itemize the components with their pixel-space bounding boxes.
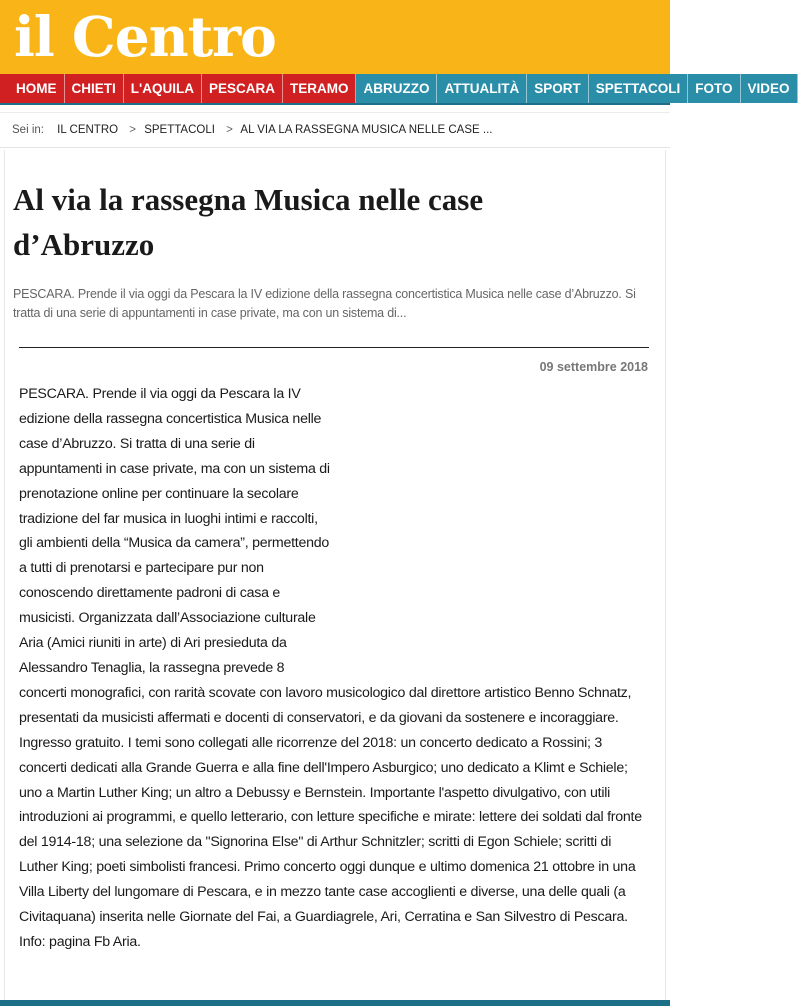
- article-title: Al via la rassegna Musica nelle case d’Abruzzo: [13, 182, 484, 262]
- nav-item-abruzzo[interactable]: ABRUZZO: [356, 74, 437, 103]
- divider: [19, 347, 649, 348]
- article-body-text: PESCARA. Prende il via oggi da Pescara la IV edizione della rassegna concertistica Musica nelle case d’Abruzzo. Si tratta di una serie di appuntamenti in case private, ma con un sistema di prenotazione online per continuare la secolare tradizione del far musica in luoghi intimi e raccolti, gli ambienti della “Musica da camera”, permettendo a tutti di prenotarsi e partecipare pur non conoscendo direttamente padroni di casa e musicisti. Organizzata dall’Associazione culturale Aria (Amici riuniti in arte) di Ari presieduta da Alessandro Tenaglia, la rassegna prevede 8 concerti monografici, con rarità scovate con lavoro musicologico dal direttore artistico Benno Schnatz, presentati da musicisti affermati e docenti di conservatori, e da giovani da sostenere e incoraggiare. Ingresso gratuito. I temi sono collegati alle ricorrenze del 2018: un concerto dedicato a Rossini; 3 concerti dedicati alla Grande Guerra e alla fine dell'Impero Asburgico; uno dedicato a Klimt e Schiele; uno a Martin Luther King; un altro a Debussy e Bernstein. Importante l'aspetto divulgativo, con utili introduzioni ai programmi, e quello letterario, con letture specifiche e mirate: lettere dei soldati dal fronte del 1914-18; una selezione da "Signorina Else" di Arthur Schnitzler; scritti di Egon Schiele; scritti di Luther King; poeti simbolisti francesi. Primo concerto oggi dunque e ultimo domenica 21 ottobre in una Villa Liberty del lungomare di Pescara, e in mezzo tante case accoglienti e diverse, una delle quali (a Civitaquana) inserita nelle Giornate del Fai, a Guardiagrele, Ari, Cerratina e San Silvestro di Pescara. Info: pagina Fb Aria.: [19, 386, 642, 950]
- nav-item-sport[interactable]: SPORT: [527, 74, 589, 103]
- breadcrumb: [0, 112, 670, 148]
- nav-item-teramo[interactable]: TERAMO: [283, 74, 357, 103]
- breadcrumb-separator: >: [226, 124, 233, 136]
- nav-item-laquila[interactable]: L'AQUILA: [124, 74, 202, 103]
- masthead: [0, 0, 670, 74]
- side-column-space: [333, 382, 651, 660]
- nav-item-video[interactable]: VIDEO: [741, 74, 798, 103]
- nav-item-chieti[interactable]: CHIETI: [65, 74, 124, 103]
- nav-item-attualita[interactable]: ATTUALITÀ: [437, 74, 527, 103]
- breadcrumb-item-current: AL VIA LA RASSEGNA MUSICA NELLE CASE ...: [240, 124, 493, 136]
- nav-item-foto[interactable]: FOTO: [688, 74, 740, 103]
- bottom-bar: [0, 1000, 670, 1006]
- breadcrumb-label: Sei in:: [12, 124, 44, 136]
- breadcrumb-item-home[interactable]: IL CENTRO: [57, 124, 119, 136]
- nav-item-spettacoli[interactable]: SPETTACOLI: [589, 74, 689, 103]
- main-nav: [0, 74, 790, 105]
- site-logo[interactable]: il Centro: [14, 4, 276, 69]
- article-summary: PESCARA. Prende il via oggi da Pescara la IV edizione della rassegna concertistica Musica nelle case d’Abruzzo. Si tratta di una serie di appuntamenti in case private, ma con un sistema di...: [13, 287, 636, 320]
- breadcrumb-item-section[interactable]: SPETTACOLI: [144, 124, 215, 136]
- nav-item-pescara[interactable]: PESCARA: [202, 74, 283, 103]
- article-body: [19, 382, 651, 955]
- nav-item-home[interactable]: HOME: [0, 74, 65, 103]
- breadcrumb-separator: >: [129, 124, 137, 136]
- article-date: 09 settembre 2018: [539, 360, 648, 374]
